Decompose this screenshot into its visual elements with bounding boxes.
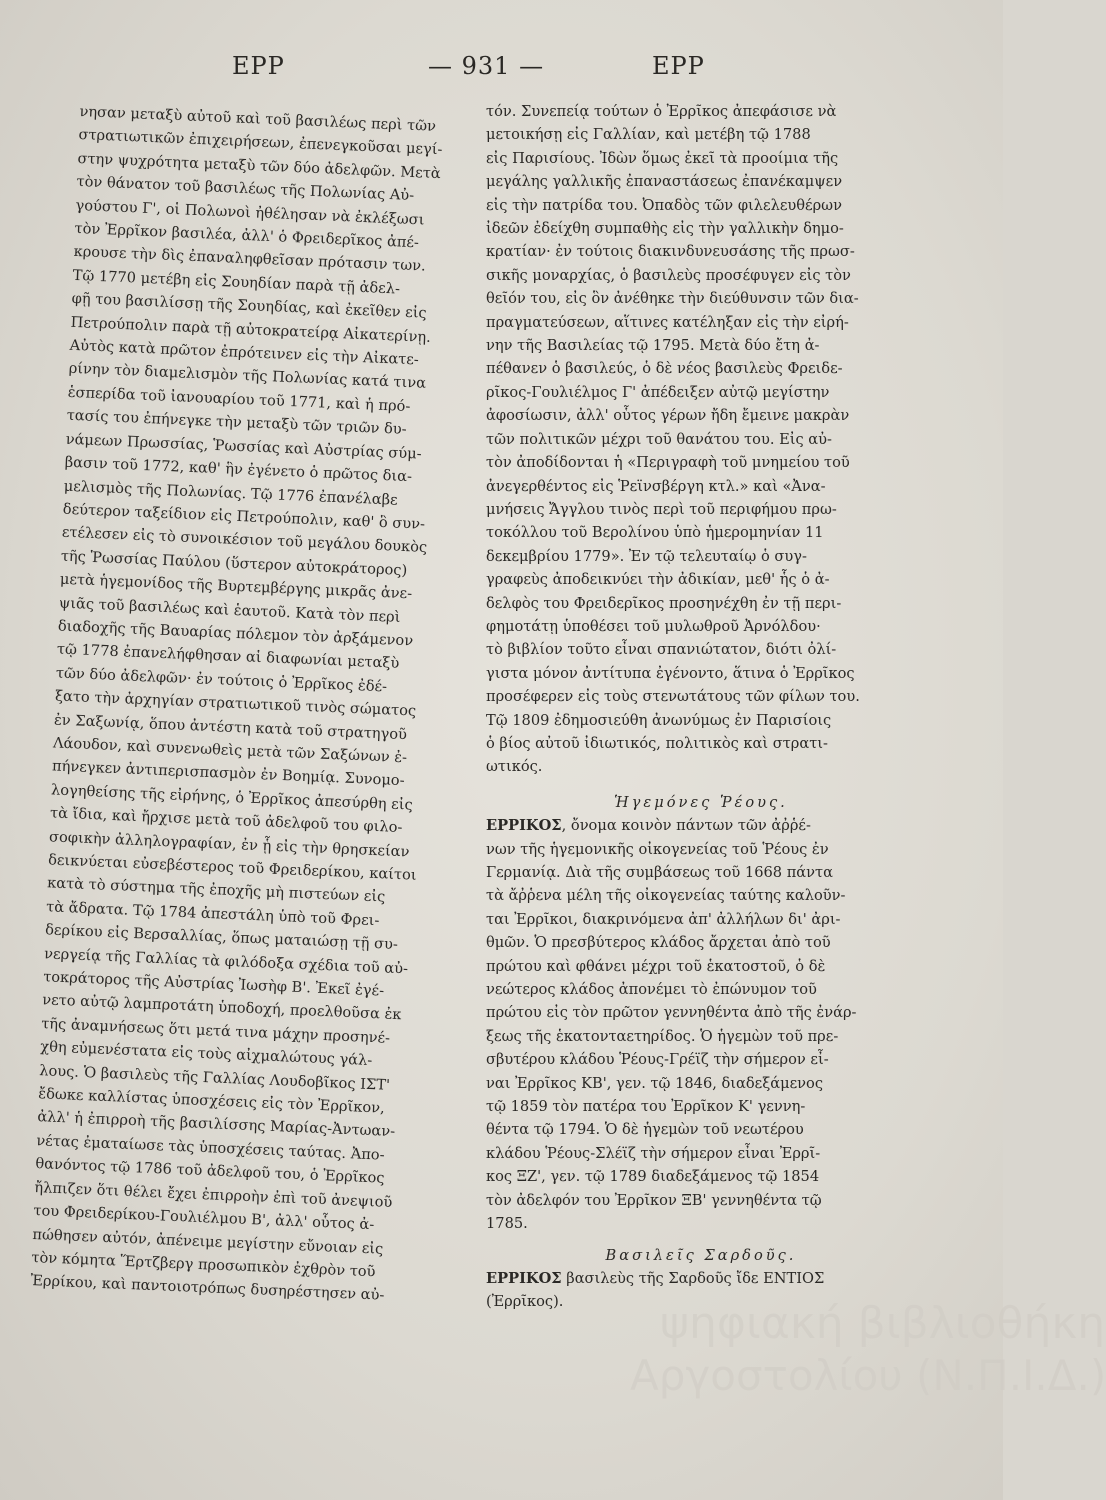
text-line: του Φρειδερίκου-Γουλιέλμου Β', ἀλλ' οὗτος ἀ- — [33, 1202, 375, 1234]
text-line: Αὐτὸς κατὰ πρῶτον ἐπρότεινεν εἰς τὴν Αἰκατε- — [69, 336, 420, 369]
header-right-guide-word: ΕΡΡ — [652, 52, 705, 80]
text-line: θέντα τῷ 1794. Ὁ δὲ ἡγεμὼν τοῦ νεωτέρου — [486, 1121, 804, 1139]
text-line: νέτας ἐματαίωσε τὰς ὑποσχέσεις ταύτας. Ἀπο- — [36, 1131, 385, 1164]
entry-text-first-line: , ὄνομα κοινὸν πάντων τῶν ἀῤῥέ- — [561, 817, 811, 835]
text-line: μεγάλης γαλλικῆς ἐπαναστάσεως ἐπανέκαμψεν — [486, 173, 843, 191]
text-line: εἰς Παρισίους. Ἰδὼν ὅμως ἐκεῖ τὰ προοίμια τῆς — [486, 149, 839, 167]
text-line: τῶν πολιτικῶν μέχρι τοῦ θανάτου του. Εἰς αὐ- — [486, 430, 832, 448]
entry-sardinia-body — [486, 1290, 916, 1313]
text-line: ὁ βίος αὐτοῦ ἰδιωτικός, πολιτικὸς καὶ στρατι- — [486, 734, 828, 752]
text-line: τῆς Ῥωσσίας Παύλου (ὕστερον αὐτοκράτορος) — [60, 547, 408, 579]
text-line: ἰδεῶν ἐδείχθη συμπαθὴς εἰς τὴν γαλλικὴν δημο- — [486, 220, 844, 238]
right-column-continuation — [486, 100, 916, 779]
text-line: νησαν μεταξὺ αὐτοῦ καὶ τοῦ βασιλέως περὶ τῶν — [79, 102, 437, 135]
text-line: τῷ 1859 τὸν πατέρα του Ἐρρῖκον Κ' γεννη- — [486, 1098, 806, 1116]
entry-title: ΕΡΡΙΚΟΣ — [486, 817, 562, 835]
text-line: πέθανεν ὁ βασιλεύς, ὁ δὲ νέος βασιλεὺς Φρειδε- — [486, 360, 843, 378]
text-line: ἑσπερίδα τοῦ ἰανουαρίου τοῦ 1771, καὶ ἡ πρό- — [67, 383, 411, 415]
text-line: πήνεγκεν ἀντιπερισπασμὸν ἐν Βοημίᾳ. Συνομο- — [51, 757, 405, 790]
entry-reuss — [486, 814, 916, 837]
text-line: μετὰ ἡγεμονίδος τῆς Βυρτεμβέργης μικρᾶς ἀνε- — [59, 570, 413, 603]
text-line: ἐν Σαξωνίᾳ, ὅπου ἀντέστη κατὰ τοῦ στρατηγοῦ — [53, 711, 408, 743]
text-line: τὸν κόμητα Ἕρτζβεργ προσωπικὸν ἐχθρὸν τοῦ — [31, 1248, 376, 1281]
section-heading-sardinia: Βασιλεῖς Σαρδοῦς. — [605, 1246, 797, 1264]
text-line: δεκεμβρίου 1779». Ἐν τῷ τελευταίῳ ὁ συγ- — [486, 547, 807, 565]
text-line: πρώτου εἰς τὸν πρῶτον γεννηθέντα ἀπὸ τῆς ἐνάρ- — [486, 1004, 857, 1022]
text-line: σοφικὴν ἀλληλογραφίαν, ἐν ᾗ εἰς τὴν θρησκείαν — [48, 827, 410, 861]
text-line: στην ψυχρότητα μεταξὺ τῶν δύο ἀδελφῶν. Μετὰ — [77, 149, 442, 182]
text-line: ρίνην τὸν διαμελισμὸν τῆς Πολωνίας κατά τινα — [68, 360, 427, 393]
text-line: θανόντος τῷ 1786 τοῦ ἀδελφοῦ του, ὁ Ἐρρῖκος — [35, 1155, 385, 1187]
text-line: δεικνύεται εὐσεβέστερος τοῦ Φρειδερίκου, καίτοι — [47, 851, 417, 884]
text-line: χθη εὐμενέστατα εἰς τοὺς αἰχμαλώτους γάλ- — [39, 1038, 373, 1070]
text-line: ναι Ἐρρῖκος ΚΒ', γεν. τῷ 1846, διαδεξάμενος — [486, 1074, 823, 1092]
text-line: σβυτέρου κλάδου Ῥέους-Γρέϊζ τὴν σήμερον εἶ- — [486, 1051, 829, 1069]
text-line: ετέλεσεν εἰς τὸ συνοικέσιον τοῦ μεγάλου δουκὸς — [61, 523, 428, 557]
text-line: διαδοχῆς τῆς Βαυαρίας πόλεμον τὸν ἀρξάμενον — [57, 617, 414, 650]
text-line: τὸν ἀποδίδονται ἡ «Περιγραφὴ τοῦ μνημείου τοῦ — [486, 454, 850, 472]
text-line: δελφὸς του Φρειδερῖκος προσηνέχθη ἐν τῇ περι- — [486, 594, 842, 612]
section-heading-reuss: Ἡγεμόνες Ῥέους. — [614, 793, 788, 811]
left-column — [30, 100, 480, 1309]
text-line: φημοτάτῃ ὑποθέσει τοῦ μυλωθροῦ Ἀρνόλδου· — [486, 617, 821, 635]
text-line: δεύτερον ταξείδιον εἰς Πετρούπολιν, καθ' ὃ συν- — [62, 500, 426, 533]
entry-reuss-body — [486, 838, 916, 1236]
text-line: τὰ ἄῤῥενα μέλη τῆς οἰκογενείας ταύτης καλοῦν- — [486, 887, 846, 905]
text-line: ἤλπιζεν ὅτι θέλει ἔχει ἐπιρροὴν ἐπὶ τοῦ ἀνεψιοῦ — [34, 1178, 393, 1211]
text-line: δερίκου εἰς Βερσαλλίας, ὅπως ματαιώσῃ τῇ συ- — [44, 921, 399, 954]
text-line: κατὰ τὸ σύστημα τῆς ἐποχῆς μὴ πιστεύων εἰς — [46, 874, 386, 906]
text-line: τοκόλλου τοῦ Βερολίνου ὑπὸ ἡμερομηνίαν 11 — [486, 524, 824, 542]
text-line: τὸν Ἐρρῖκον βασιλέα, ἀλλ' ὁ Φρειδερῖκος ἀπέ- — [74, 219, 420, 252]
text-line: ξατο τὴν ἀρχηγίαν στρατιωτικοῦ τινὸς σώματος — [54, 687, 417, 720]
text-line: θμῶν. Ὁ πρεσβύτερος κλάδος ἄρχεται ἀπὸ τοῦ — [486, 934, 831, 952]
text-line: τασίς του ἐπήνεγκε τὴν μεταξὺ τῶν τριῶν δυ- — [66, 407, 407, 439]
text-line: πρώτου καὶ φθάνει μέχρι τοῦ ἑκατοστοῦ, ὁ δὲ — [486, 957, 826, 975]
text-line: μελισμὸς τῆς Πολωνίας. Τῷ 1776 ἐπανέλαβε — [63, 477, 399, 509]
text-line: τὰ ἴδια, καὶ ἤρχισε μετὰ τοῦ ἀδελφοῦ του φιλο- — [49, 804, 403, 837]
watermark-line-1: ψηφιακή βιβλιοθήκη — [660, 1298, 1106, 1349]
text-line: νην τῆς Βασιλείας τῷ 1795. Μετὰ δύο ἔτη ἀ- — [486, 337, 820, 355]
text-line: τὸν θάνατον τοῦ βασιλέως τῆς Πολωνίας Αὐ- — [76, 173, 415, 205]
text-line: ξεως τῆς ἑκατονταετηρίδος. Ὁ ἡγεμὼν τοῦ πρε- — [486, 1027, 839, 1045]
text-line: κρουσε τὴν δὶς ἐπαναληφθεῖσαν πρότασιν των. — [73, 243, 427, 276]
text-line: κος ΞΖ', γεν. τῷ 1789 διαδεξάμενος τῷ 1854 — [486, 1168, 820, 1186]
right-column — [486, 100, 916, 1314]
text-line: κρατίαν· ἐν τούτοις διακινδυνευσάσης τῆς πρωσ- — [486, 243, 855, 261]
text-line: ται Ἐρρῖκοι, διακρινόμενα ἀπ' ἀλλήλων δι' ἀρι- — [486, 910, 841, 928]
entry-text-first-line: βασιλεὺς τῆς Σαρδοῦς ἴδε ΕΝΤΙΟΣ — [561, 1269, 825, 1287]
text-line: ἀνεγερθέντος εἰς Ῥεϊνσβέργη κτλ.» καὶ «Ἀνα- — [486, 477, 826, 495]
text-line: κλάδου Ῥέους-Σλέϊζ τὴν σήμερον εἶναι Ἐρρῖ- — [486, 1144, 821, 1162]
text-line: τόν. Συνεπείᾳ τούτων ὁ Ἐρρῖκος ἀπεφάσισε νὰ — [486, 103, 837, 120]
page-header — [0, 52, 1003, 92]
text-line: τῶν δύο ἀδελφῶν· ἐν τούτοις ὁ Ἐρρῖκος ἐδέ- — [55, 664, 388, 696]
watermark-line-2: Αργοστολίου (Ν.Π.Ι.Δ.) — [630, 1351, 1106, 1400]
text-line: λους. Ὁ βασιλεὺς τῆς Γαλλίας Λουδοβῖκος ΙΣΤ' — [38, 1061, 391, 1094]
text-line: θεῖόν του, εἰς ὃν ἀνέθηκε τὴν διεύθυνσιν τῶν δια- — [486, 290, 859, 308]
text-line: ἔδωκε καλλίστας ὑποσχέσεις εἰς τὸν Ἐρρῖκον, — [37, 1085, 386, 1117]
text-line: νεώτερος κλάδος ἀπονέμει τὸ ἐπώνυμον τοῦ — [486, 981, 817, 999]
text-line: τῷ 1778 ἐπανελήφθησαν αἱ διαφωνίαι μεταξὺ — [56, 640, 400, 673]
text-line: πώθησεν αὐτόν, ἀπένειμε μεγίστην εὔνοιαν εἰς — [32, 1225, 384, 1258]
text-line: Πετρούπολιν παρὰ τῇ αὐτοκρατείρᾳ Αἰκατερίνῃ. — [70, 313, 432, 346]
text-line: Λάουδον, καὶ συνενωθεὶς μετὰ τῶν Σαξώνων ἐ- — [52, 734, 408, 767]
text-line: γραφεὺς ἀποδεικνύει τὴν ἀδικίαν, μεθ' ἧς ὁ ἀ- — [486, 571, 830, 589]
text-line: ρῖκος-Γουλιέλμος Γ' ἀπέδειξεν αὐτῷ μεγίστην — [486, 383, 830, 401]
text-line: Ἐρρίκου, καὶ παντοιοτρόπως δυσηρέστησεν αὐ- — [30, 1272, 385, 1305]
text-line: μετοικήσῃ εἰς Γαλλίαν, καὶ μετέβη τῷ 1788 — [486, 126, 811, 144]
entry-sardinia — [486, 1267, 916, 1290]
text-line: βασιν τοῦ 1772, καθ' ἣν ἐγένετο ὁ πρῶτος δια- — [64, 453, 413, 486]
text-line: προσέφερεν εἰς τοὺς στενωτάτους τῶν φίλων του. — [486, 688, 860, 706]
text-line: μνήσεις Ἄγγλου τινὸς περὶ τοῦ περιφήμου πρω- — [486, 500, 837, 518]
text-line: λογηθείσης τῆς εἰρήνης, ὁ Ἐρρῖκος ἀπεσύρθη εἰς — [50, 781, 414, 814]
text-line: (Ἐρρῖκος). — [486, 1293, 564, 1311]
page-number: — 931 — — [428, 52, 545, 80]
text-line: ἀφοσίωσιν, ἀλλ' οὗτος γέρων ἤδη ἔμεινε μακρὰν — [486, 407, 850, 425]
text-line: ἀλλ' ἡ ἐπιρροὴ τῆς βασιλίσσης Μαρίας-Ἀντωαν- — [37, 1108, 396, 1141]
text-line: πραγματεύσεων, αἵτινες κατέληξαν εἰς τὴν εἰρή- — [486, 313, 849, 331]
text-line: γιστα μόνον ἀντίτυπα ἐγένοντο, ἅτινα ὁ Ἐρρῖκος — [486, 664, 855, 682]
text-line: τὸ βιβλίον τοῦτο εἶναι σπανιώτατον, διότι ὀλί- — [486, 641, 837, 659]
text-line: φῇ του βασιλίσσῃ τῆς Σουηδίας, καὶ ἐκεῖθεν εἰς — [71, 290, 428, 322]
text-line: νετο αὐτῷ λαμπροτάτη ὑποδοχή, προελθοῦσα ἐκ — [41, 991, 402, 1024]
text-line: νων τῆς ἡγεμονικῆς οἰκογενείας τοῦ Ῥέους ἐν — [486, 840, 829, 858]
text-line: τῆς ἀναμνήσεως ὅτι μετά τινα μάχην προσηνέ- — [40, 1015, 391, 1047]
text-line: Τῷ 1770 μετέβη εἰς Σουηδίαν παρὰ τῇ ἀδελ- — [72, 266, 401, 298]
text-line: σικῆς μοναρχίας, ὁ βασιλεὺς προσέφυγεν εἰς τὸν — [486, 266, 851, 284]
text-line: Τῷ 1809 ἐδημοσιεύθη ἀνωνύμως ἐν Παρισίοις — [486, 711, 832, 729]
text-line: στρατιωτικῶν ἐπιχειρήσεων, ἐπενεγκοῦσαι μεγί- — [78, 126, 443, 159]
text-line: Γερμανίᾳ. Διὰ τῆς συμβάσεως τοῦ 1668 πάντα — [486, 864, 833, 881]
text-line: ψιᾶς τοῦ βασιλέως καὶ ἑαυτοῦ. Κατὰ τὸν περὶ — [58, 594, 401, 626]
header-left-guide-word: ΕΡΡ — [232, 52, 285, 80]
text-line: εἰς τὴν πατρίδα του. Ὀπαδὸς τῶν φιλελευθέρων — [486, 196, 842, 214]
text-line: γούστου Γ', οἱ Πολωνοὶ ἠθέλησαν νὰ ἐκλέξωσι — [75, 196, 425, 229]
text-line: 1785. — [486, 1215, 528, 1233]
entry-title: ΕΡΡΙΚΟΣ — [486, 1269, 562, 1287]
text-line: ωτικός. — [486, 758, 543, 776]
text-line: τὰ ἄδρατα. Τῷ 1784 ἀπεστάλη ὑπὸ τοῦ Φρει- — [45, 898, 380, 930]
text-line: νάμεων Πρωσσίας, Ῥωσσίας καὶ Αὐστρίας σύμ- — [65, 430, 422, 463]
text-line: νεργείᾳ τῆς Γαλλίας τὰ φιλόδοξα σχέδια τοῦ αὐ- — [43, 944, 409, 978]
text-line: τοκράτορος τῆς Αὐστρίας Ἰωσὴφ Β'. Ἐκεῖ ἐγέ- — [42, 968, 385, 1000]
text-line: τὸν ἀδελφόν του Ἐρρῖκον ΞΒ' γεννηθέντα τῷ — [486, 1191, 822, 1209]
